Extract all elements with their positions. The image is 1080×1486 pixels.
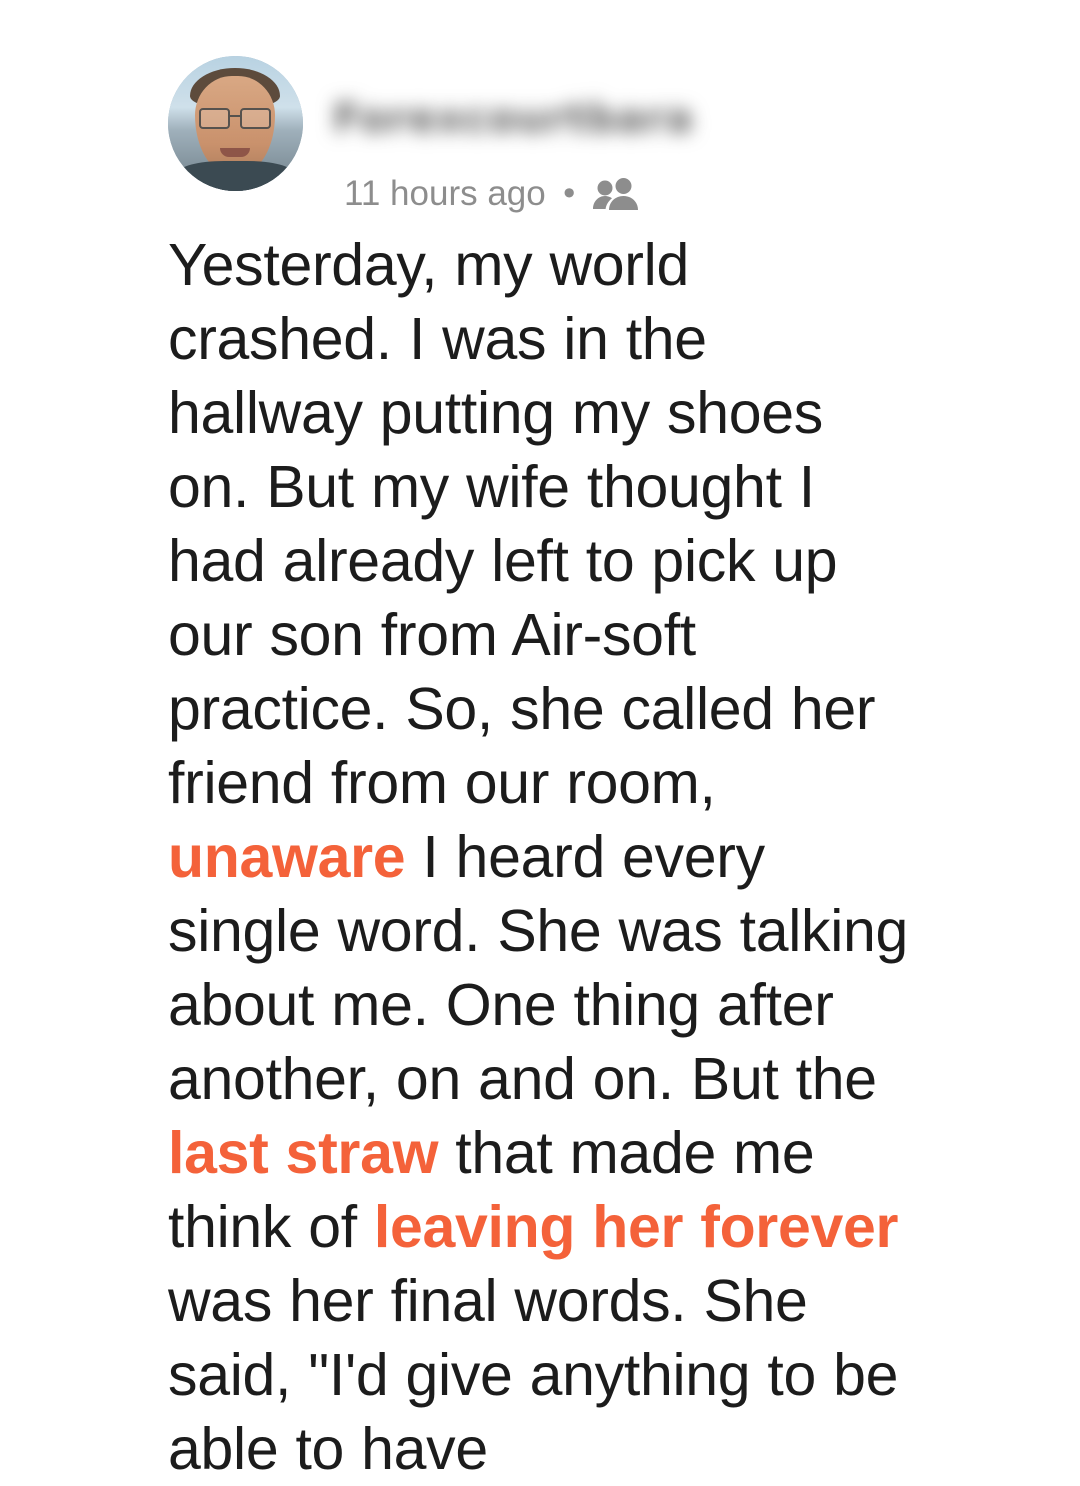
avatar-shirt bbox=[178, 161, 293, 191]
author-name[interactable]: Forexcourtbara bbox=[333, 96, 694, 142]
post-text-segment: was her final words. She said, "I'd give anything to be able to have bbox=[168, 1268, 899, 1482]
post-timestamp[interactable]: 11 hours ago bbox=[344, 174, 546, 213]
glasses-icon bbox=[197, 108, 273, 125]
avatar[interactable] bbox=[168, 56, 303, 191]
post-text-highlight: last straw bbox=[168, 1120, 439, 1186]
friends-icon[interactable] bbox=[593, 177, 639, 211]
post-header bbox=[168, 56, 928, 226]
avatar-mouth bbox=[220, 148, 250, 157]
meta-separator: • bbox=[559, 175, 579, 213]
post-text-segment: Yesterday, my world crashed. I was in the hallway putting my shoes on. But my wife thought I had already left to pick up our son from Air-soft practice. So, she called her friend from our room, bbox=[168, 232, 876, 816]
post-text-segment: that made me think of bbox=[168, 1120, 815, 1260]
post-text bbox=[168, 228, 912, 1486]
post-text-highlight: leaving her forever bbox=[373, 1194, 899, 1260]
post-text-highlight: unaware bbox=[168, 824, 406, 890]
post-text-segment: I heard every single word. She was talking about me. One thing after another, on and on. But the bbox=[168, 824, 909, 1112]
post-meta bbox=[344, 174, 639, 214]
